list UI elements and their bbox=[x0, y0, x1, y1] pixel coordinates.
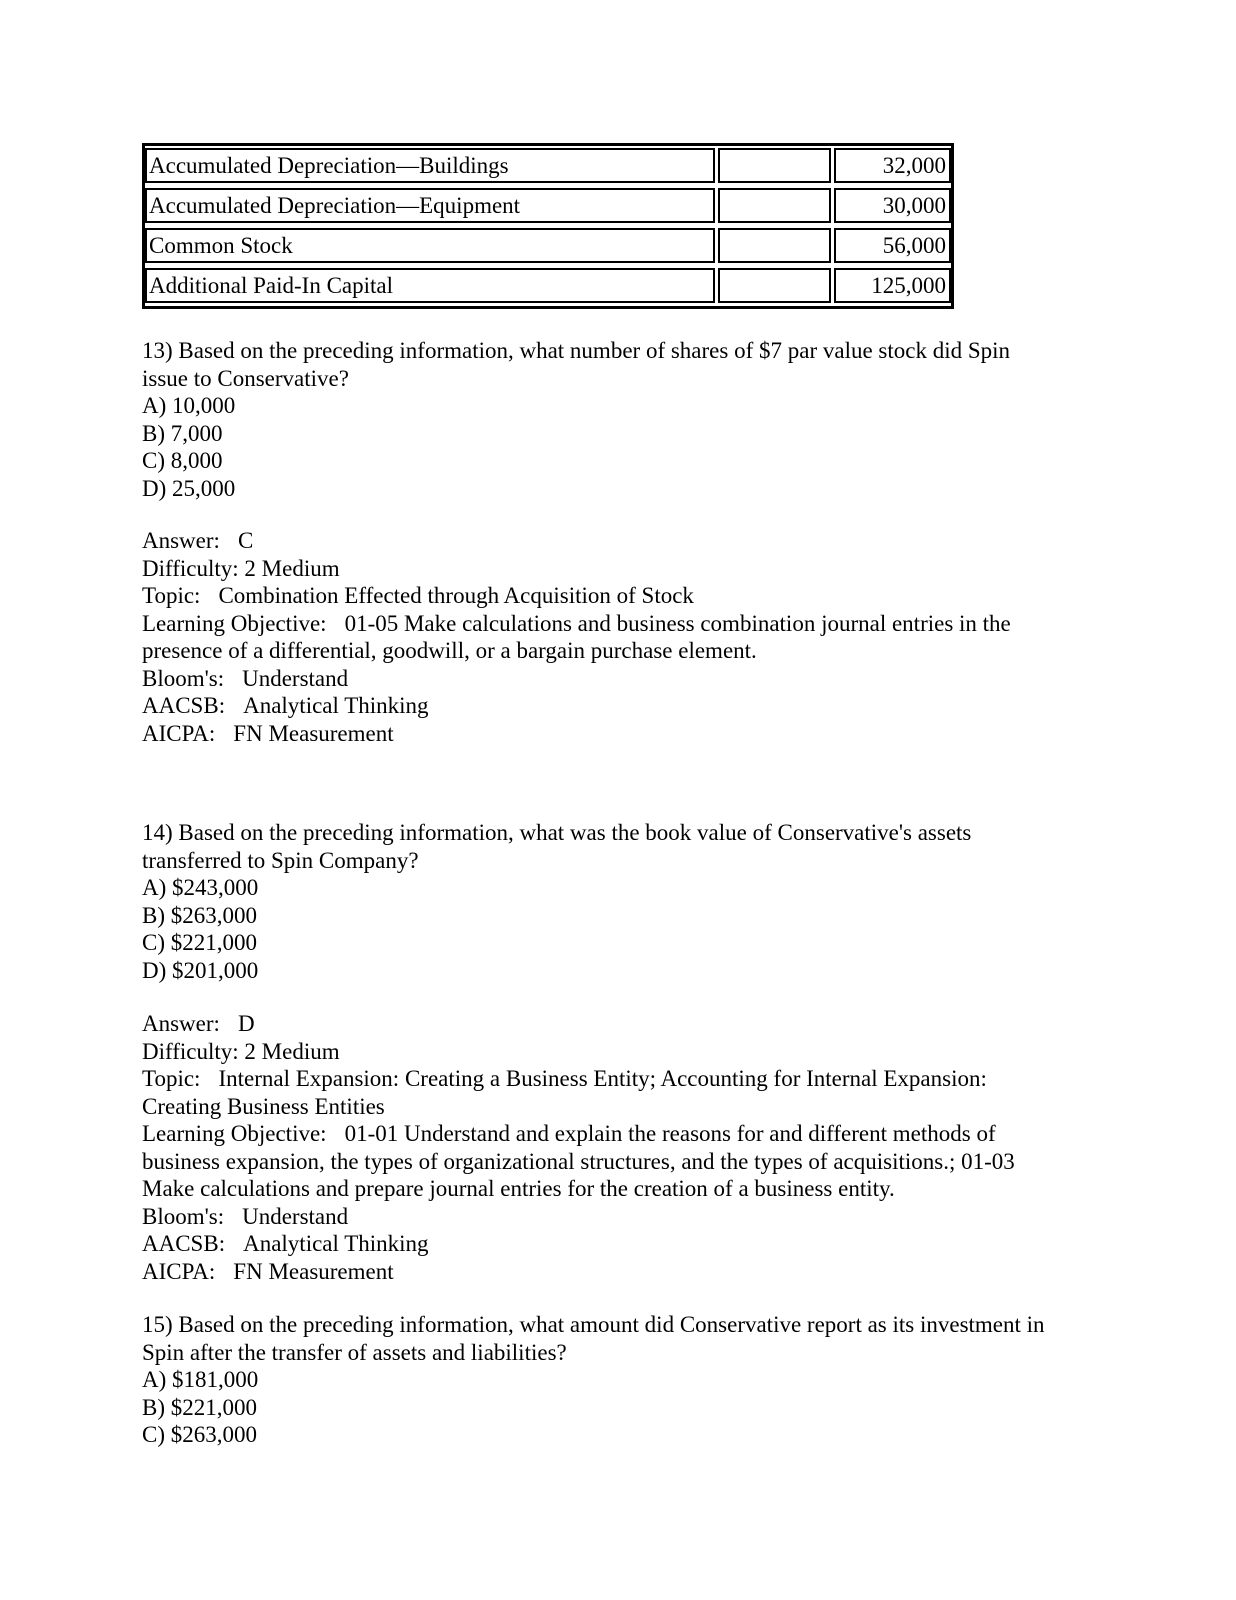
table-row bbox=[145, 186, 951, 224]
answer-value: C bbox=[237, 528, 254, 553]
option-c: C) $221,000 bbox=[142, 930, 257, 955]
debit-cell bbox=[718, 148, 831, 183]
topic-label: Topic: bbox=[142, 583, 201, 608]
option-b: B) $263,000 bbox=[142, 902, 257, 928]
learning-objective-line: business expansion, the types of organizational structures, and the types of acquisitions.; 01-03 bbox=[142, 1148, 1015, 1174]
credit-cell: 125,000 bbox=[834, 268, 951, 303]
question-stem: Spin after the transfer of assets and liabilities? bbox=[142, 1339, 567, 1365]
account-cell: Common Stock bbox=[145, 228, 715, 263]
aicpa-line bbox=[142, 1258, 1082, 1286]
option-a: A) 10,000 bbox=[142, 393, 236, 418]
table-row bbox=[145, 266, 951, 304]
account-cell: Additional Paid-In Capital bbox=[145, 268, 715, 303]
question-stem: 13) Based on the preceding information, what number of shares of $7 par value stock did Spin bbox=[142, 338, 1011, 363]
aacsb-line bbox=[142, 692, 1082, 720]
lo-label: Learning Objective: bbox=[142, 610, 327, 636]
aacsb-label: AACSB: bbox=[142, 693, 226, 718]
aacsb-line bbox=[142, 1230, 1082, 1258]
topic-value: Internal Expansion: Creating a Business Entity; Accounting for Internal Expansion: bbox=[218, 1066, 987, 1091]
aacsb-value: Analytical Thinking bbox=[243, 1231, 429, 1256]
option-c: C) 8,000 bbox=[142, 448, 223, 473]
lo-value: 01-05 Make calculations and business combination journal entries in the bbox=[344, 610, 1011, 636]
learning-objective-line: presence of a differential, goodwill, or a bargain purchase element. bbox=[142, 638, 757, 663]
learning-objective-line bbox=[142, 610, 1082, 638]
table-row bbox=[145, 226, 951, 264]
blooms-line bbox=[142, 665, 1082, 693]
credit-cell: 56,000 bbox=[834, 228, 951, 263]
aicpa-label: AICPA: bbox=[142, 1258, 216, 1284]
aacsb-label: AACSB: bbox=[142, 1231, 226, 1256]
answer-14-meta bbox=[142, 1010, 1082, 1285]
option-d: D) 25,000 bbox=[142, 475, 236, 501]
difficulty-line: Difficulty: 2 Medium bbox=[142, 555, 340, 581]
question-15 bbox=[142, 1311, 1082, 1449]
topic-value: Combination Effected through Acquisition of Stock bbox=[218, 583, 694, 608]
credit-cell: 30,000 bbox=[834, 188, 951, 223]
answer-line bbox=[142, 1010, 1082, 1038]
lo-label: Learning Objective: bbox=[142, 1121, 327, 1146]
lo-value: 01-01 Understand and explain the reasons for and different methods of bbox=[344, 1121, 996, 1146]
blooms-value: Understand bbox=[242, 1203, 349, 1229]
option-c: C) $263,000 bbox=[142, 1422, 257, 1447]
table-row bbox=[145, 146, 951, 184]
question-stem: transferred to Spin Company? bbox=[142, 847, 419, 873]
answer-label: Answer: bbox=[142, 1011, 220, 1036]
aicpa-line bbox=[142, 720, 1082, 748]
debit-cell bbox=[718, 268, 831, 303]
aicpa-value: FN Measurement bbox=[233, 720, 394, 746]
blooms-label: Bloom's: bbox=[142, 1203, 225, 1229]
learning-objective-line: Make calculations and prepare journal entries for the creation of a business entity. bbox=[142, 1176, 895, 1201]
difficulty-line: Difficulty: 2 Medium bbox=[142, 1038, 340, 1064]
topic-line: Creating Business Entities bbox=[142, 1093, 385, 1119]
option-a: A) $243,000 bbox=[142, 875, 259, 900]
blooms-line bbox=[142, 1203, 1082, 1231]
question-stem: 14) Based on the preceding information, what was the book value of Conservative's assets bbox=[142, 820, 972, 845]
topic-label: Topic: bbox=[142, 1066, 201, 1091]
ledger-table bbox=[142, 143, 954, 309]
option-d: D) $201,000 bbox=[142, 957, 259, 983]
aicpa-label: AICPA: bbox=[142, 720, 216, 746]
topic-line bbox=[142, 582, 1082, 610]
aacsb-value: Analytical Thinking bbox=[243, 693, 429, 718]
blooms-label: Bloom's: bbox=[142, 665, 225, 691]
question-14 bbox=[142, 819, 1082, 984]
blooms-value: Understand bbox=[242, 665, 349, 691]
answer-line bbox=[142, 527, 1082, 555]
question-stem: issue to Conservative? bbox=[142, 365, 349, 391]
question-stem: 15) Based on the preceding information, what amount did Conservative report as its investment in bbox=[142, 1312, 1045, 1337]
option-a: A) $181,000 bbox=[142, 1367, 259, 1392]
option-b: B) $221,000 bbox=[142, 1394, 257, 1420]
debit-cell bbox=[718, 188, 831, 223]
account-cell: Accumulated Depreciation—Equipment bbox=[145, 188, 715, 223]
answer-value: D bbox=[237, 1011, 255, 1036]
option-b: B) 7,000 bbox=[142, 420, 223, 446]
account-cell: Accumulated Depreciation—Buildings bbox=[145, 148, 715, 183]
aicpa-value: FN Measurement bbox=[233, 1258, 394, 1284]
learning-objective-line bbox=[142, 1120, 1082, 1148]
topic-line bbox=[142, 1065, 1082, 1093]
answer-label: Answer: bbox=[142, 528, 220, 553]
credit-cell: 32,000 bbox=[834, 148, 951, 183]
answer-13-meta bbox=[142, 527, 1082, 747]
question-13 bbox=[142, 337, 1082, 502]
debit-cell bbox=[718, 228, 831, 263]
